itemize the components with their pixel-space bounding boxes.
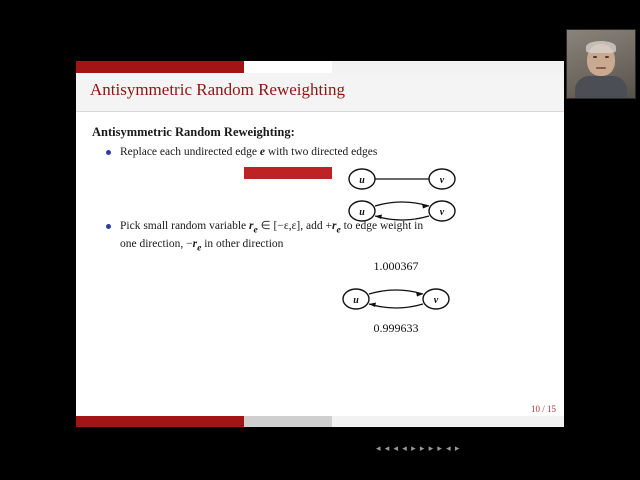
edge-weight-label-below: 0.999633 [373, 321, 419, 335]
graph-reweighted-edge-svg [306, 277, 486, 321]
symbol-re: $r_e$ [249, 220, 258, 236]
bullet-dot-icon [106, 150, 111, 155]
edge-weight-label-above: 1.000367 [373, 259, 419, 273]
webcam-person-body [575, 76, 627, 99]
title-divider [76, 111, 564, 112]
page-title: Antisymmetric Random Reweighting [90, 80, 345, 99]
webcam-person-hair [586, 41, 616, 53]
page-number: 10 / 15 [530, 404, 556, 414]
slide [76, 61, 564, 453]
svg-text:u: u [353, 295, 359, 306]
svg-text:v: v [439, 207, 445, 218]
slide-body [76, 113, 564, 453]
bullet-text: Pick small random variable $r_e$ ∈ [−ε,ε], add $+r_e$ to edge weight in one direction, $-r_e$ in other direction [120, 220, 424, 254]
slide-bottom-bar-mid [244, 416, 332, 427]
navigation-icons[interactable]: ◂ ◂ ◂ ◂ ▸ ▸ ▸ ▸ ◂ ▸ [376, 443, 461, 453]
svg-text:u: u [359, 175, 365, 186]
symbol-e: e [259, 146, 265, 158]
svg-text:v: v [439, 175, 445, 186]
bullet-dot-icon [106, 224, 111, 229]
svg-text:v: v [433, 295, 439, 306]
slide-title-band [76, 73, 564, 111]
bullet-text: Replace each undirected edge e with two directed edges [120, 146, 378, 158]
webcam-person-eye-left [593, 56, 597, 58]
webcam-person-mouth [596, 67, 606, 69]
symbol-minus-re: $r_e$ [192, 238, 202, 254]
slide-bottom-bar-right [332, 416, 564, 427]
webcam-person-eye-right [605, 56, 609, 58]
slide-top-bar-left [76, 61, 244, 73]
graph-two-directed-edges-svg [344, 165, 464, 227]
section-heading: Antisymmetric Random Reweighting: [92, 125, 295, 139]
presenter-webcam [566, 29, 636, 99]
svg-text:u: u [359, 207, 365, 218]
symbol-plus-re: $r_e$ [331, 220, 341, 236]
slide-bottom-bar-left [76, 416, 244, 427]
slide-top-bar-right [332, 61, 564, 73]
